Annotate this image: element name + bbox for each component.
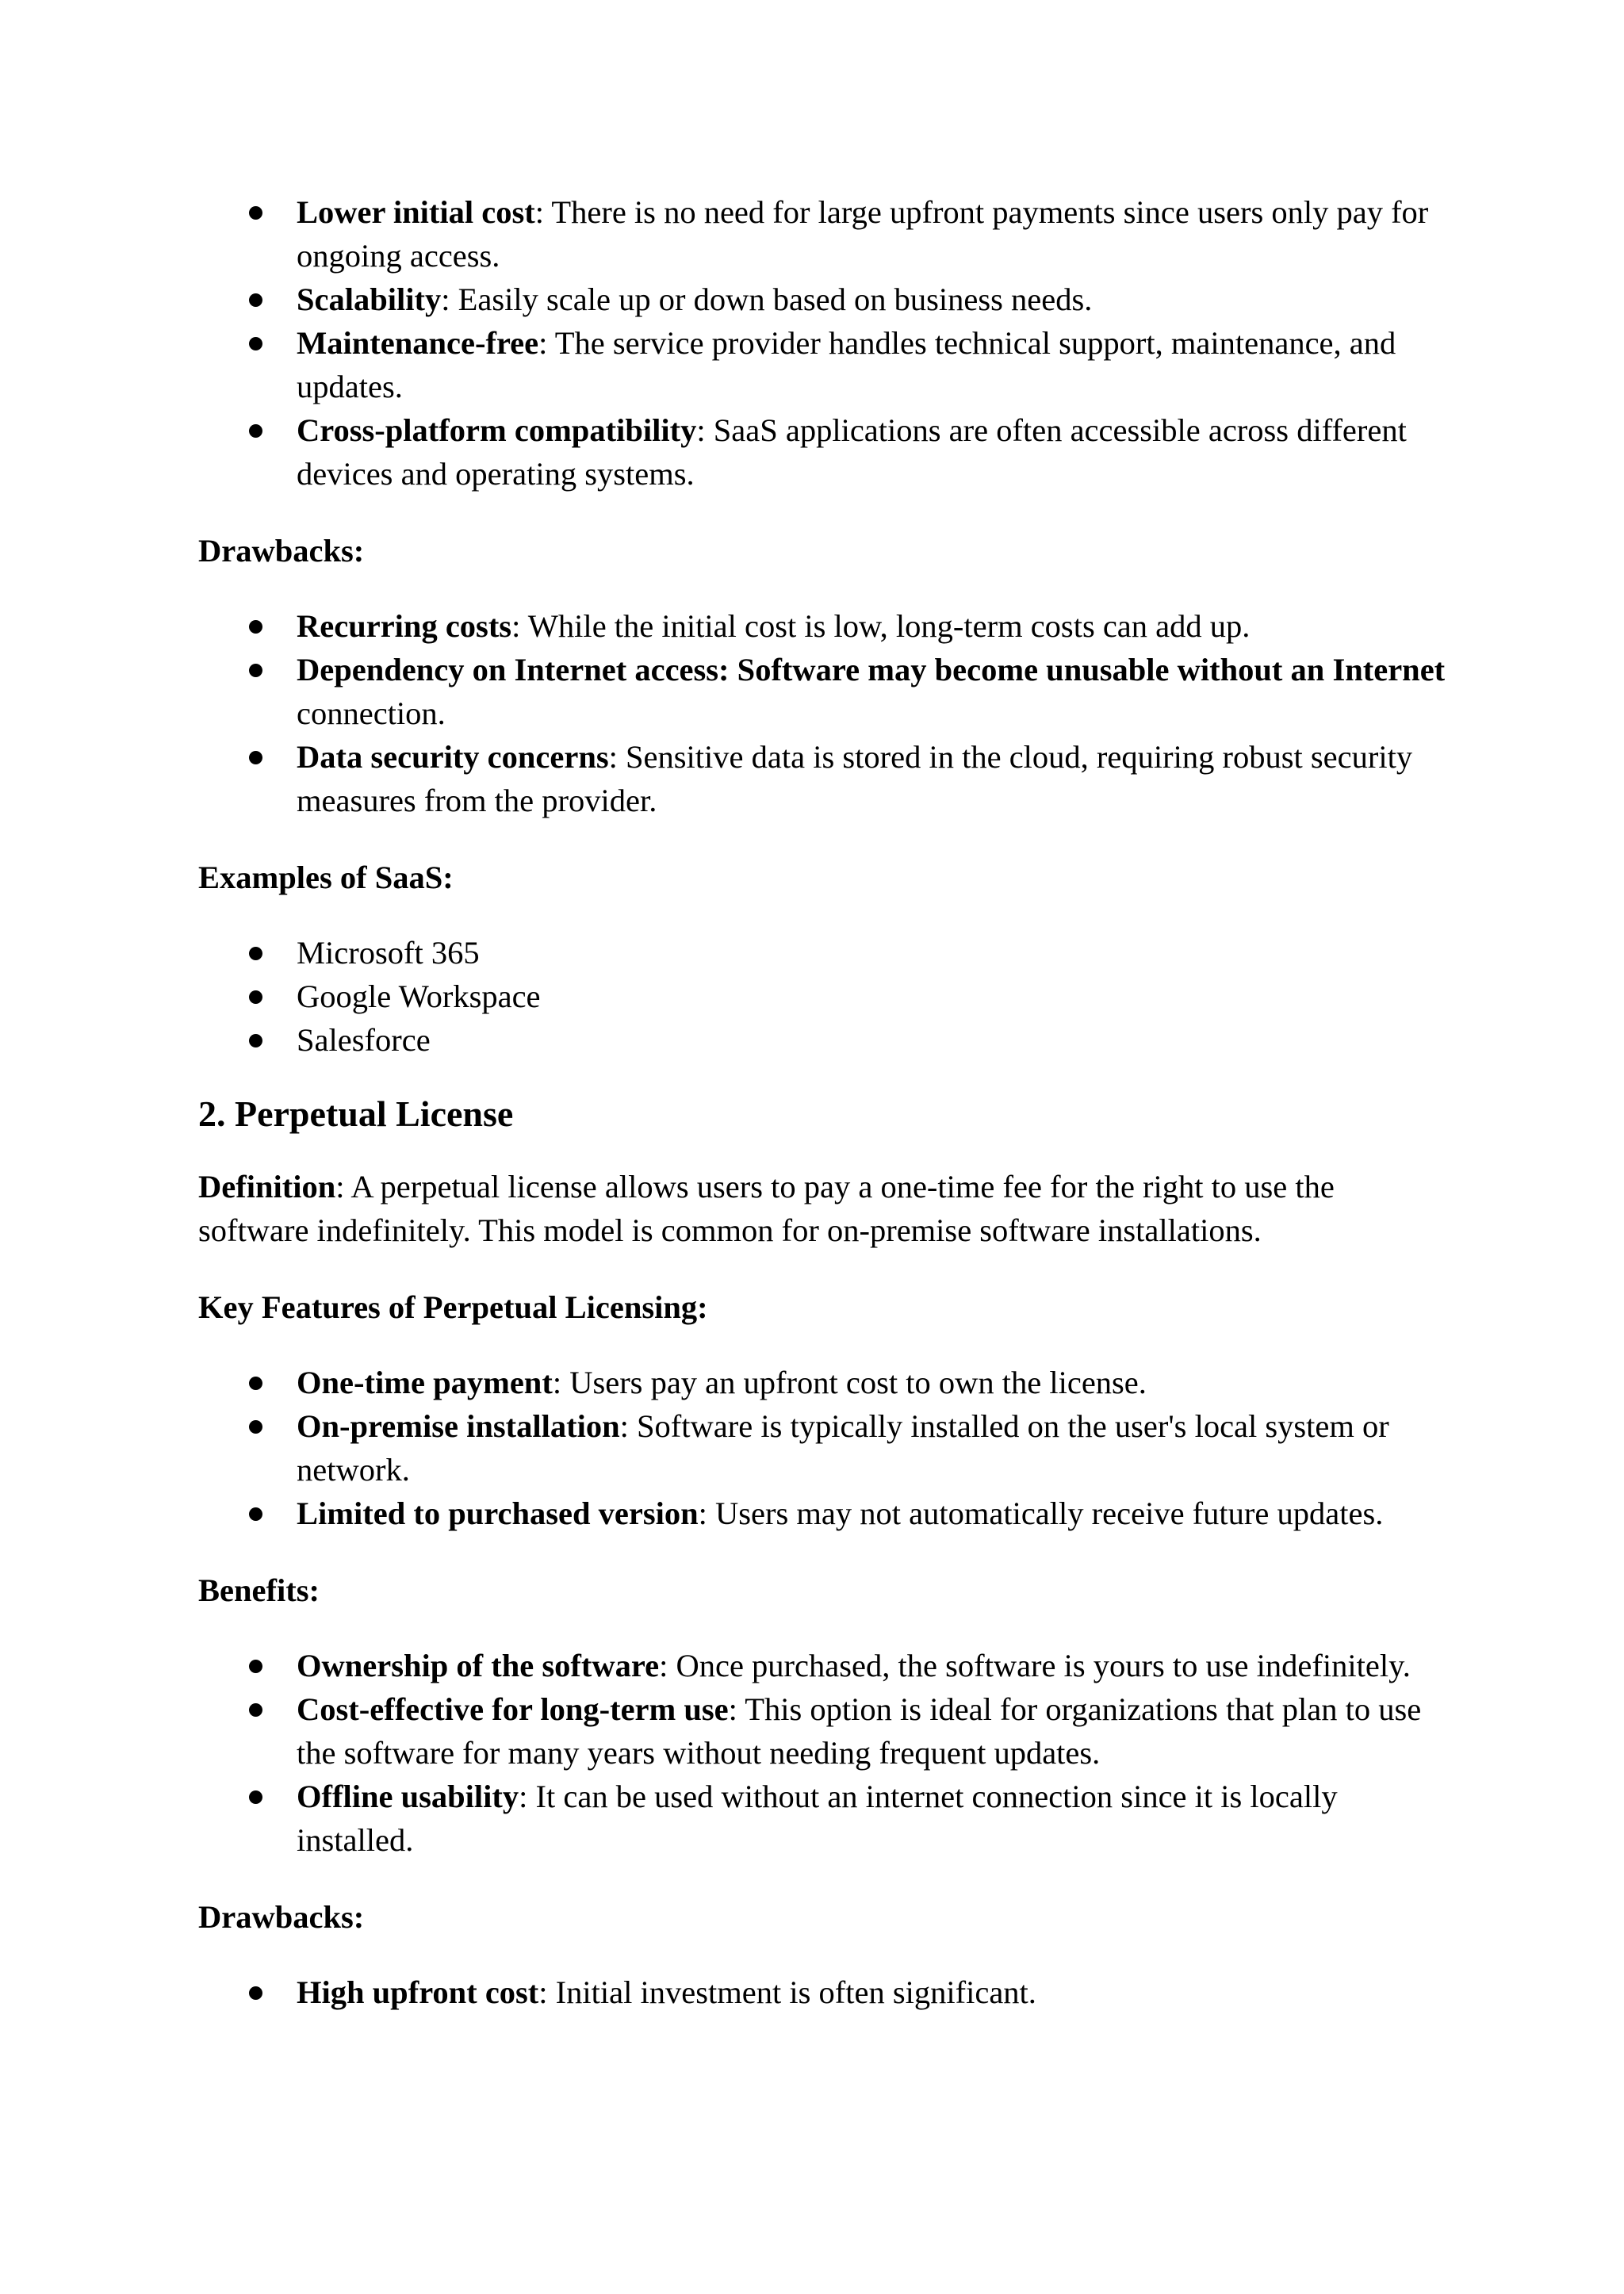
- list-item: [198, 1687, 1451, 1775]
- list-item: [198, 1775, 1451, 1862]
- key-features-list: [198, 1361, 1451, 1535]
- list-item: Microsoft 365: [198, 931, 1451, 975]
- perpetual-drawbacks-list: [198, 1970, 1451, 2014]
- list-item: Salesforce: [198, 1018, 1451, 1062]
- bullet-text: : There is no need for large upfront payments since users only pay for ongoing access.: [297, 194, 1429, 274]
- list-item: [198, 648, 1451, 735]
- list-item: [198, 278, 1451, 321]
- bullet-text: : It can be used without an internet connection since it is locally installed.: [297, 1779, 1338, 1858]
- bullet-term: Data security concerns: [297, 739, 609, 775]
- bullet-term: One-time payment: [297, 1365, 553, 1400]
- bullet-term: Dependency on Internet access: Software may become unusable without an Internet: [297, 652, 1446, 687]
- saas-benefits-list: [198, 190, 1451, 496]
- bullet-text: : Users may not automatically receive future updates.: [698, 1496, 1384, 1531]
- bullet-term: Scalability: [297, 281, 442, 317]
- list-item: [198, 735, 1451, 822]
- perpetual-benefits-heading: Benefits:: [198, 1572, 320, 1608]
- bullet-text: : This option is ideal for organizations that plan to use the software for many years without needing frequent updates.: [297, 1691, 1422, 1771]
- list-item: [198, 1361, 1451, 1404]
- bullet-text: : While the initial cost is low, long-term costs can add up.: [511, 608, 1251, 644]
- bullet-text: : Sensitive data is stored in the cloud, requiring robust security measures from the provider.: [297, 739, 1413, 818]
- bullet-term: Ownership of the software: [297, 1648, 660, 1683]
- bullet-text: : Software is typically installed on the user's local system or network.: [297, 1408, 1389, 1488]
- bullet-text: : Once purchased, the software is yours to use indefinitely.: [659, 1648, 1411, 1683]
- bullet-text: connection.: [297, 695, 446, 731]
- bullet-text: : Users pay an upfront cost to own the license.: [552, 1365, 1147, 1400]
- perpetual-benefits-list: [198, 1644, 1451, 1862]
- bullet-term: Recurring costs: [297, 608, 512, 644]
- definition-term: Definition: [198, 1169, 336, 1204]
- bullet-term: High upfront cost: [297, 1974, 539, 2010]
- saas-drawbacks-heading: Drawbacks:: [198, 533, 365, 569]
- bullet-text: : Initial investment is often significant.: [538, 1974, 1036, 2010]
- bullet-term: Offline usability: [297, 1779, 519, 1814]
- saas-drawbacks-list: [198, 604, 1451, 822]
- list-item: [198, 604, 1451, 648]
- list-item: [198, 190, 1451, 278]
- list-item: [198, 408, 1451, 496]
- list-item: Google Workspace: [198, 975, 1451, 1018]
- list-item: [198, 1404, 1451, 1492]
- list-item: [198, 1970, 1451, 2014]
- perpetual-drawbacks-heading: Drawbacks:: [198, 1899, 365, 1935]
- list-item: [198, 1492, 1451, 1535]
- definition-paragraph: [198, 1165, 1451, 1252]
- perpetual-license-title: 2. Perpetual License: [198, 1093, 514, 1134]
- document-page: [198, 190, 1451, 2014]
- bullet-text: : The service provider handles technical support, maintenance, and updates.: [297, 325, 1396, 404]
- bullet-term: On-premise installation: [297, 1408, 620, 1444]
- bullet-text: : SaaS applications are often accessible across different devices and operating systems.: [297, 412, 1407, 492]
- saas-examples-list: [198, 931, 1451, 1062]
- list-item: [198, 1644, 1451, 1687]
- definition-text: : A perpetual license allows users to pay a one-time fee for the right to use the software indefinitely. This model is common for on-premise software installations.: [198, 1169, 1335, 1248]
- bullet-term: Lower initial cost: [297, 194, 535, 230]
- bullet-term: Maintenance-free: [297, 325, 539, 361]
- bullet-term: Limited to purchased version: [297, 1496, 699, 1531]
- key-features-heading: Key Features of Perpetual Licensing:: [198, 1289, 708, 1325]
- bullet-term: Cross-platform compatibility: [297, 412, 697, 448]
- bullet-text: : Easily scale up or down based on business needs.: [441, 281, 1093, 317]
- saas-examples-heading: Examples of SaaS:: [198, 860, 454, 895]
- list-item: [198, 321, 1451, 408]
- bullet-term: Cost-effective for long-term use: [297, 1691, 729, 1727]
